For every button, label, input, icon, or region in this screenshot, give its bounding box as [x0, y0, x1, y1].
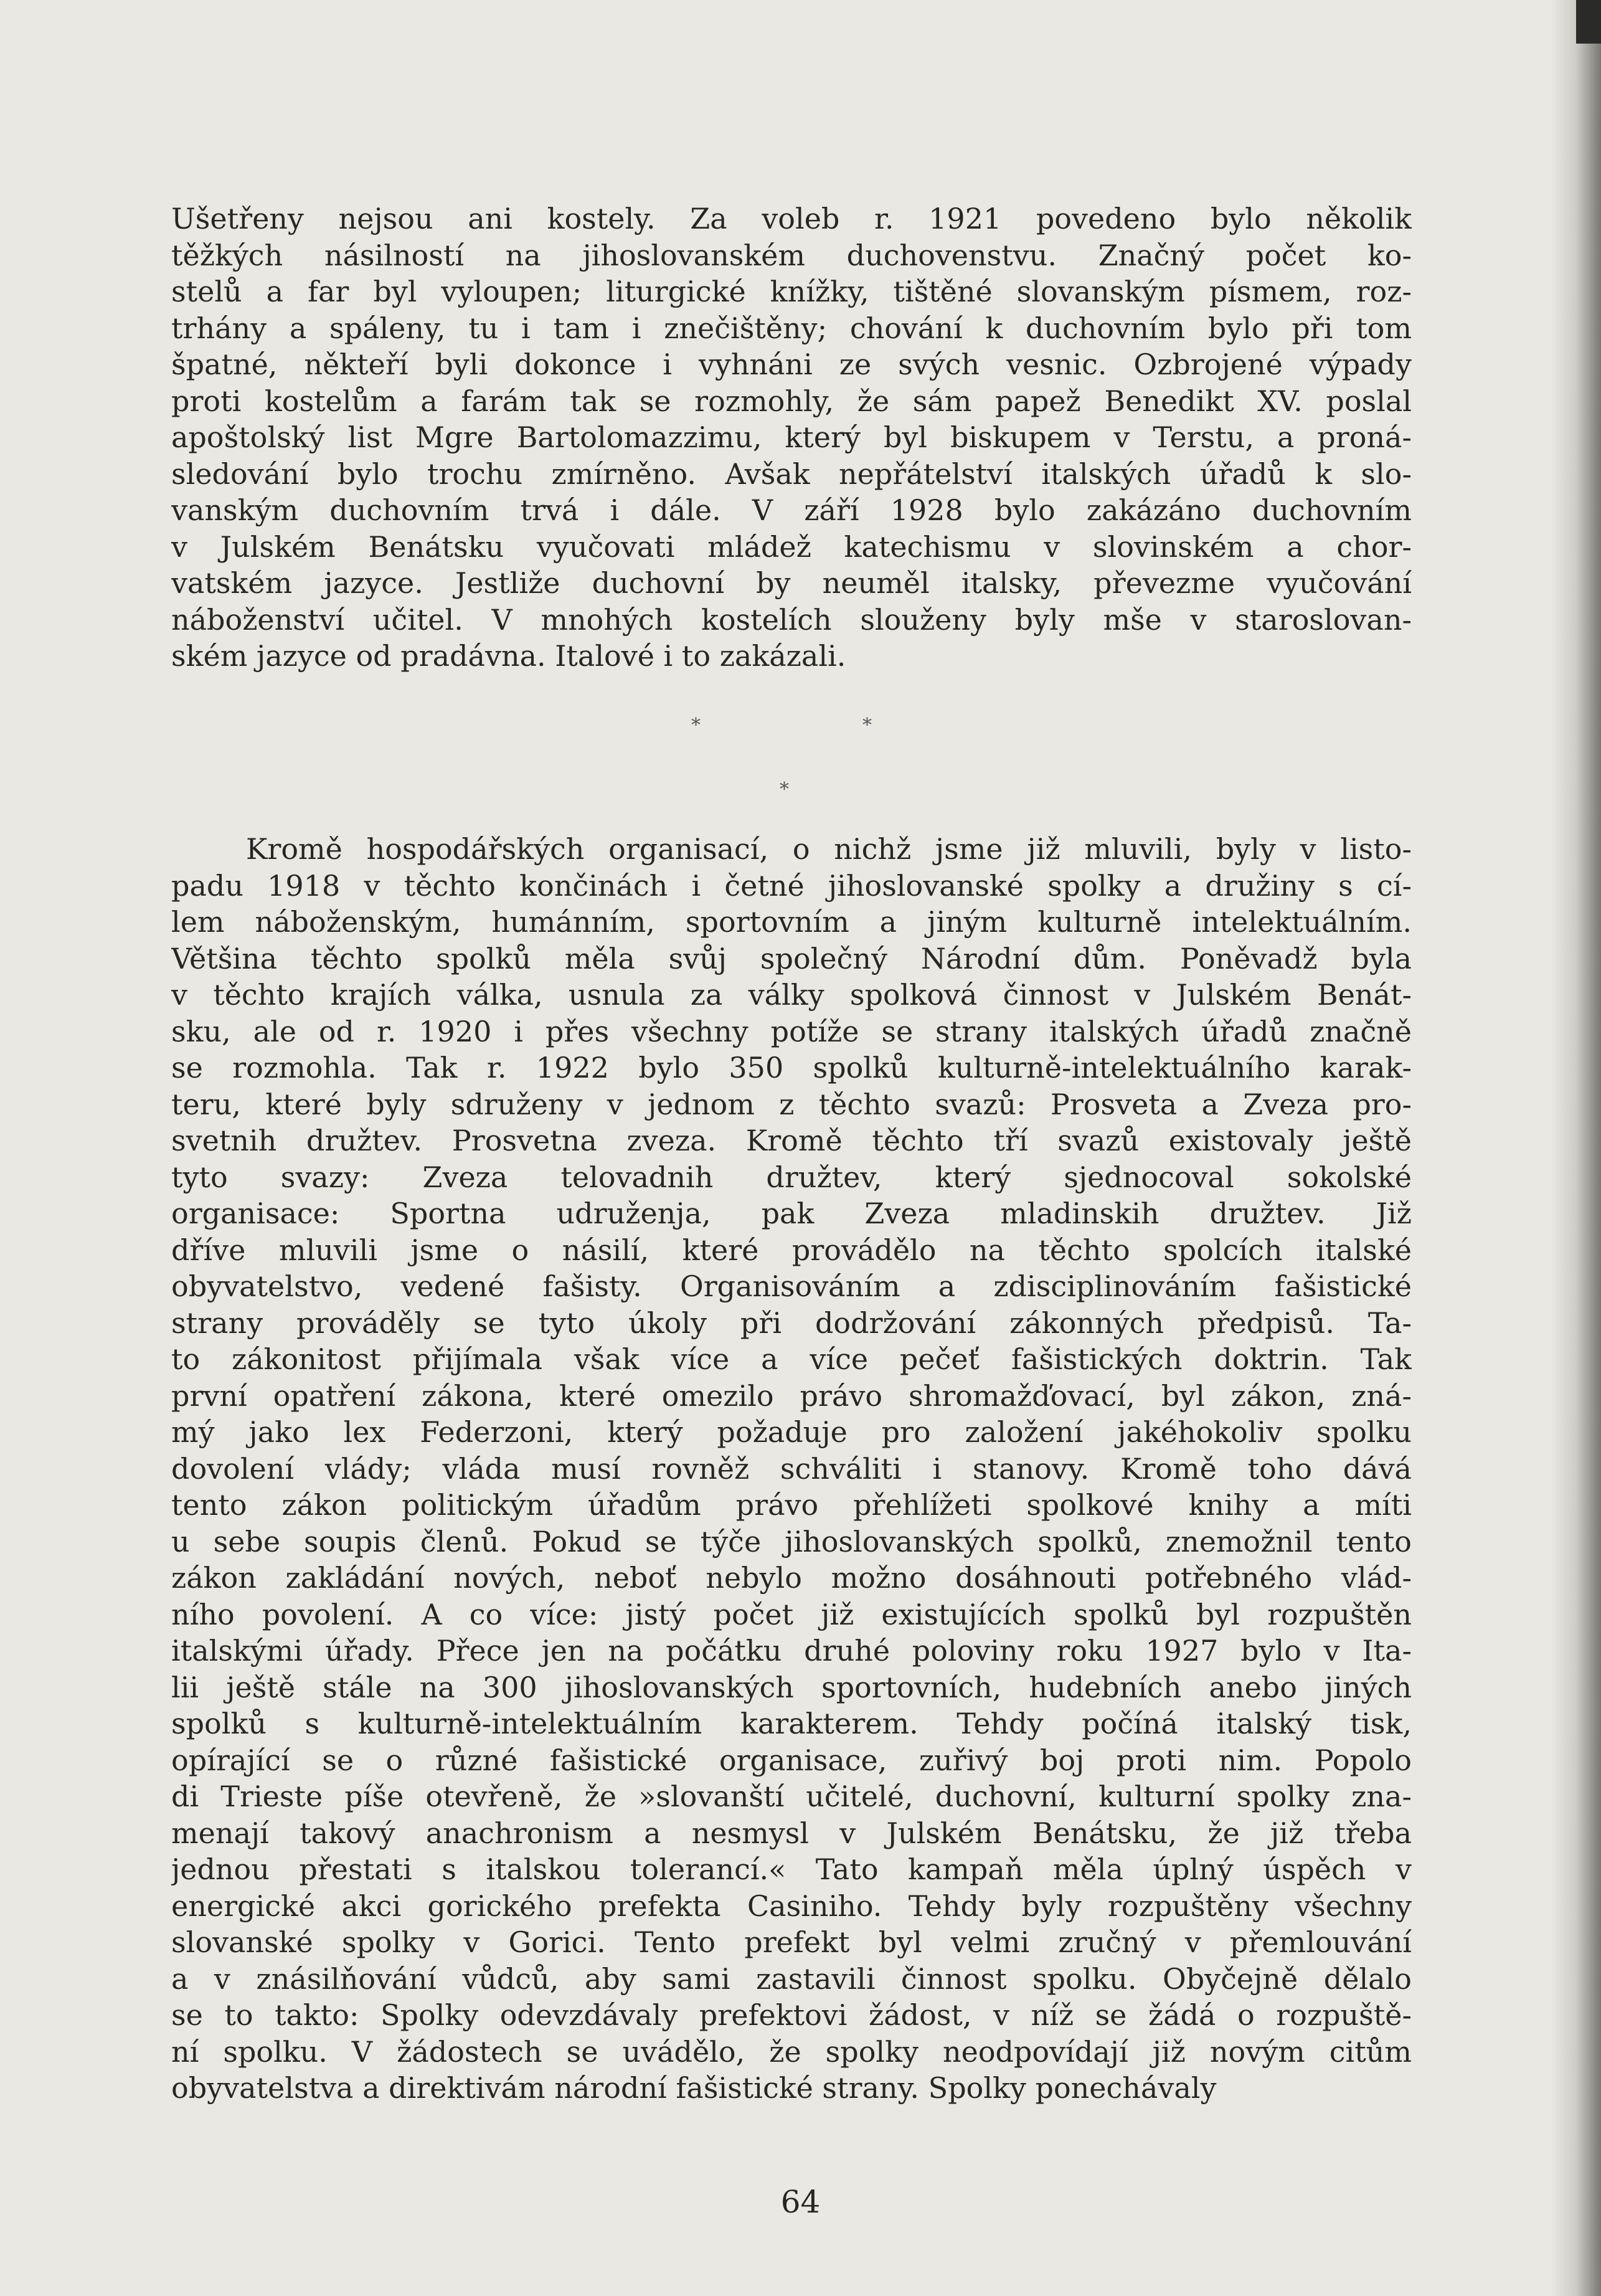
text-line: u sebe soupis členů. Pokud se týče jihoslovanských spolků, znemožnil tento [171, 1524, 1412, 1558]
text-line: první opatření zákona, které omezilo právo shromažďovací, byl zákon, zná- [171, 1378, 1412, 1413]
text-line: to zákonitost přijímala však více a více pečeť fašistických doktrin. Tak [171, 1342, 1412, 1376]
paragraph-churches [171, 201, 1412, 675]
text-line: Většina těchto spolků měla svůj společný Národní dům. Poněvadž byla [171, 941, 1412, 975]
separator-star-left: * [691, 714, 701, 736]
text-line: vatském jazyce. Jestliže duchovní by neuměl italsky, převezme vyučování [171, 566, 1412, 600]
text-line: v těchto krajích válka, usnula za války spolková činnost v Julském Benát- [171, 978, 1412, 1012]
text-line: Ušetřeny nejsou ani kostely. Za voleb r. 1921 povedeno bylo několik [171, 202, 1412, 235]
text-line: v Julském Benátsku vyučovati mládež katechismu v slovinském a chor- [171, 529, 1412, 564]
text-line: padu 1918 v těchto končinách i četné jihoslovanské spolky a družiny s cí- [171, 868, 1412, 903]
text-line: zákon zakládání nových, neboť nebylo možno dosáhnouti potřebného vlád- [171, 1561, 1412, 1595]
text-line: slovanské spolky v Gorici. Tento prefekt byl velmi zručný v přemlouvání [171, 1925, 1412, 1959]
text-line: menají takový anachronism a nesmysl v Julském Benátsku, že již třeba [171, 1816, 1412, 1850]
text-line: energické akci gorického prefekta Casiniho. Tehdy byly rozpuštěny všechny [171, 1889, 1412, 1923]
text-line: ském jazyce od pradávna. Italové i to zakázali. [171, 639, 846, 673]
text-line: lii ještě stále na 300 jihoslovanských sportovních, hudebních anebo jiných [171, 1670, 1412, 1704]
text-line: ního povolení. A co více: jistý počet již existujících spolků byl rozpuštěn [171, 1597, 1412, 1631]
text-line: apoštolský list Mgre Bartolomazzimu, který byl biskupem v Terstu, a proná- [171, 420, 1412, 454]
separator-star-right: * [862, 714, 872, 736]
text-line: a v znásilňování vůdců, aby sami zastavili činnost spolku. Obyčejně dělalo [171, 1962, 1412, 1996]
separator-star-bottom: * [780, 779, 789, 800]
page-edge-shadow [1551, 0, 1601, 2296]
text-line: ní spolku. V žádostech se uvádělo, že spolky neodpovídají již novým citům [171, 2034, 1412, 2069]
text-line: jednou přestati s italskou tolerancí.« Tato kampaň měla úplný úspěch v [171, 1852, 1412, 1886]
text-line: mý jako lex Federzoni, který požaduje pro založení jakéhokoliv spolku [171, 1415, 1412, 1449]
text-line: náboženství učitel. V mnohých kostelích slouženy byly mše v staroslovan- [171, 602, 1412, 637]
text-line: di Trieste píše otevřeně, že »slovanští učitelé, duchovní, kulturní spolky zna- [171, 1780, 1412, 1813]
text-line: italskými úřady. Přece jen na počátku druhé poloviny roku 1927 bylo v Ita- [171, 1634, 1412, 1667]
text-line: dříve mluvili jsme o násilí, které provádělo na těchto spolcích italské [171, 1233, 1412, 1267]
text-line: obyvatelstva a direktivám národní fašistické strany. Spolky ponechávaly [171, 2071, 1217, 2105]
text-line: tento zákon politickým úřadům právo přehlížeti spolkové knihy a míti [171, 1488, 1412, 1522]
page-number: 64 [780, 2184, 821, 2220]
paragraph-societies [171, 831, 1412, 2107]
text-line: organisace: Sportna udruženja, pak Zveza mladinskih družtev. Již [171, 1197, 1412, 1230]
text-line: lem náboženským, humánním, sportovním a jiným kulturně intelektuálním. [171, 905, 1412, 939]
text-line: spolků s kulturně-intelektuálním karakterem. Tehdy počíná italský tisk, [171, 1707, 1412, 1740]
text-line: tyto svazy: Zveza telovadnih družtev, který sjednocoval sokolské [171, 1160, 1412, 1194]
text-line: strany prováděly se tyto úkoly při dodržování zákonných předpisů. Ta- [171, 1306, 1412, 1340]
text-line: obyvatelstvo, vedené fašisty. Organisováním a zdisciplinováním fašistické [171, 1269, 1412, 1303]
scan-corner [1576, 0, 1601, 44]
text-line: vanským duchovním trvá i dále. V září 1928 bylo zakázáno duchovním [171, 493, 1412, 527]
text-line: se rozmohla. Tak r. 1922 bylo 350 spolků kulturně-intelektuálního karak- [171, 1051, 1412, 1084]
text-line: opírající se o různé fašistické organisace, zuřivý boj proti nim. Popolo [171, 1743, 1412, 1777]
text-line: teru, které byly sdruženy v jednom z těchto svazů: Prosveta a Zveza pro- [171, 1087, 1412, 1121]
text-line: se to takto: Spolky odevzdávaly prefektovi žádost, v níž se žádá o rozpuště- [171, 1998, 1412, 2032]
text-line: sku, ale od r. 1920 i přes všechny potíže se strany italských úřadů značně [171, 1014, 1412, 1048]
text-line: Kromě hospodářských organisací, o nichž jsme již mluvili, byly v listo- [246, 832, 1412, 866]
text-line: trhány a spáleny, tu i tam i znečištěny; chování k duchovním bylo při tom [171, 311, 1412, 345]
text-line: těžkých násilností na jihoslovanském duchovenstvu. Značný počet ko- [171, 238, 1412, 272]
text-line: špatné, někteří byli dokonce i vyhnáni ze svých vesnic. Ozbrojené výpady [171, 348, 1412, 381]
text-line: dovolení vlády; vláda musí rovněž schváliti i stanovy. Kromě toho dává [171, 1451, 1412, 1486]
text-line: svetnih družtev. Prosvetna zveza. Kromě těchto tří svazů existovaly ještě [171, 1124, 1412, 1157]
text-line: proti kostelům a farám tak se rozmohly, že sám papež Benedikt XV. poslal [171, 384, 1412, 418]
text-line: sledování bylo trochu zmírněno. Avšak nepřátelství italských úřadů k slo- [171, 457, 1412, 491]
text-line: stelů a far byl vyloupen; liturgické knížky, tištěné slovanským písmem, roz- [171, 275, 1412, 308]
